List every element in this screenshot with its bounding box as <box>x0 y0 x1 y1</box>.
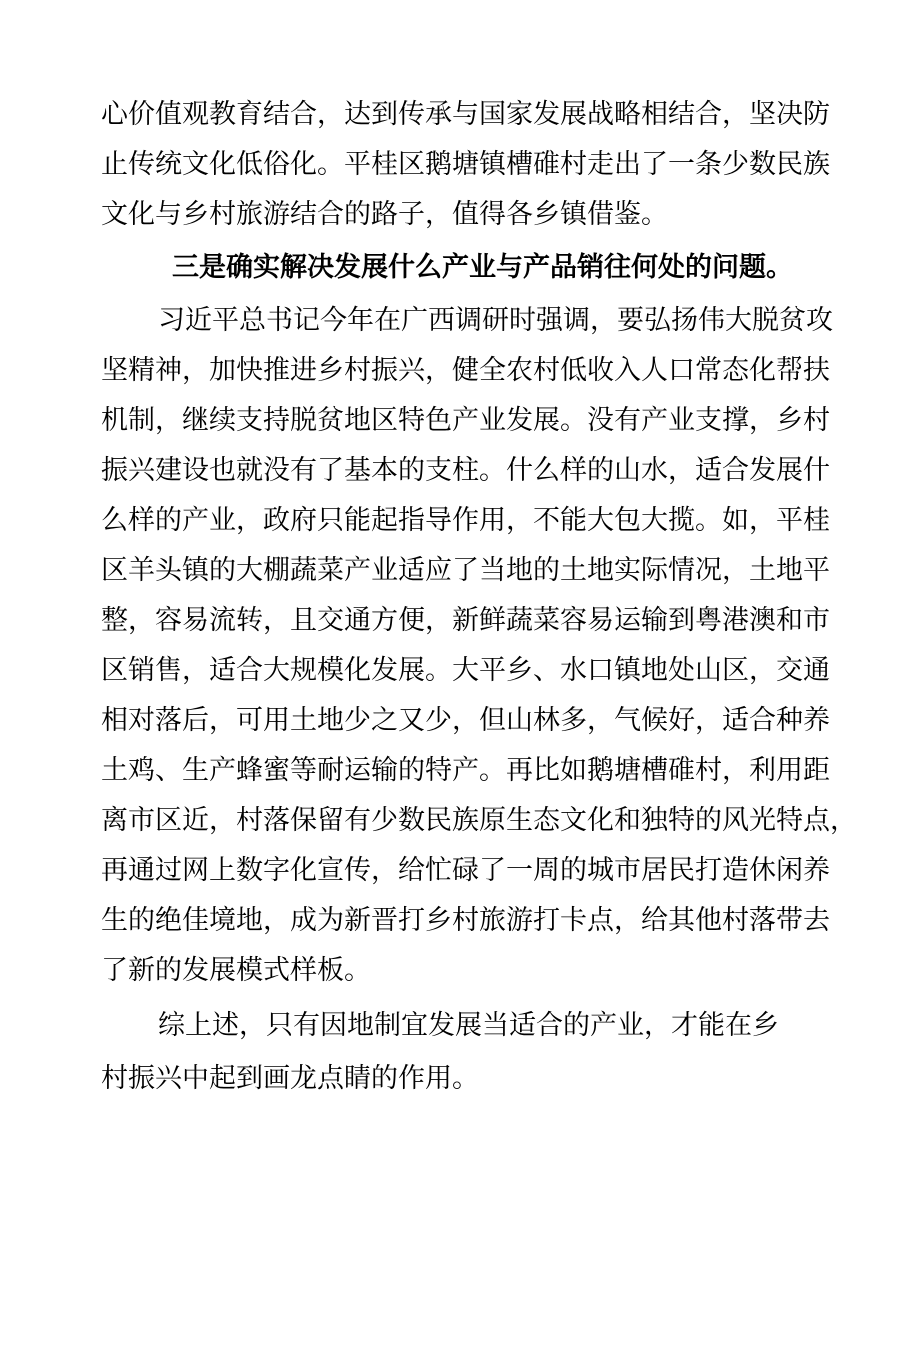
text-line: 了新的发展模式样板。 <box>101 955 371 986</box>
text-line: 振兴建设也就没有了基本的支柱。什么样的山水，适合发展什 <box>101 455 830 486</box>
text-line: 区羊头镇的大棚蔬菜产业适应了当地的土地实际情况，土地平 <box>101 555 830 586</box>
text-line: 机制，继续支持脱贫地区特色产业发展。没有产业支撑，乡村 <box>101 405 830 436</box>
text-line: 土鸡、生产蜂蜜等耐运输的特产。再比如鹅塘槽碓村，利用距 <box>101 755 830 786</box>
text-line: 再通过网上数字化宣传，给忙碌了一周的城市居民打造休闲养 <box>101 855 830 886</box>
text-line: 心价值观教育结合，达到传承与国家发展战略相结合，坚决防 <box>101 99 830 130</box>
text-line: 离市区近，村落保留有少数民族原生态文化和独特的风光特点， <box>101 805 857 836</box>
text-line: 生的绝佳境地，成为新晋打乡村旅游打卡点，给其他村落带去 <box>101 905 830 936</box>
text-line: 综上述，只有因地制宜发展当适合的产业，才能在乡 <box>158 1010 779 1041</box>
text-line: 坚精神，加快推进乡村振兴，健全农村低收入人口常态化帮扶 <box>101 355 830 386</box>
text-line: 文化与乡村旅游结合的路子，值得各乡镇借鉴。 <box>101 199 668 230</box>
text-line: 么样的产业，政府只能起指导作用，不能大包大揽。如，平桂 <box>101 505 830 536</box>
text-line: 习近平总书记今年在广西调研时强调，要弘扬伟大脱贫攻 <box>158 305 833 336</box>
text-line: 整，容易流转，且交通方便，新鲜蔬菜容易运输到粤港澳和市 <box>101 605 830 636</box>
text-line: 村振兴中起到画龙点睛的作用。 <box>101 1063 479 1094</box>
text-line: 区销售，适合大规模化发展。大平乡、水口镇地处山区，交通 <box>101 655 830 686</box>
text-line: 止传统文化低俗化。平桂区鹅塘镇槽碓村走出了一条少数民族 <box>101 149 830 180</box>
section-heading: 三是确实解决发展什么产业与产品销往何处的问题。 <box>172 252 793 283</box>
text-line: 相对落后，可用土地少之又少，但山林多，气候好，适合种养 <box>101 705 830 736</box>
